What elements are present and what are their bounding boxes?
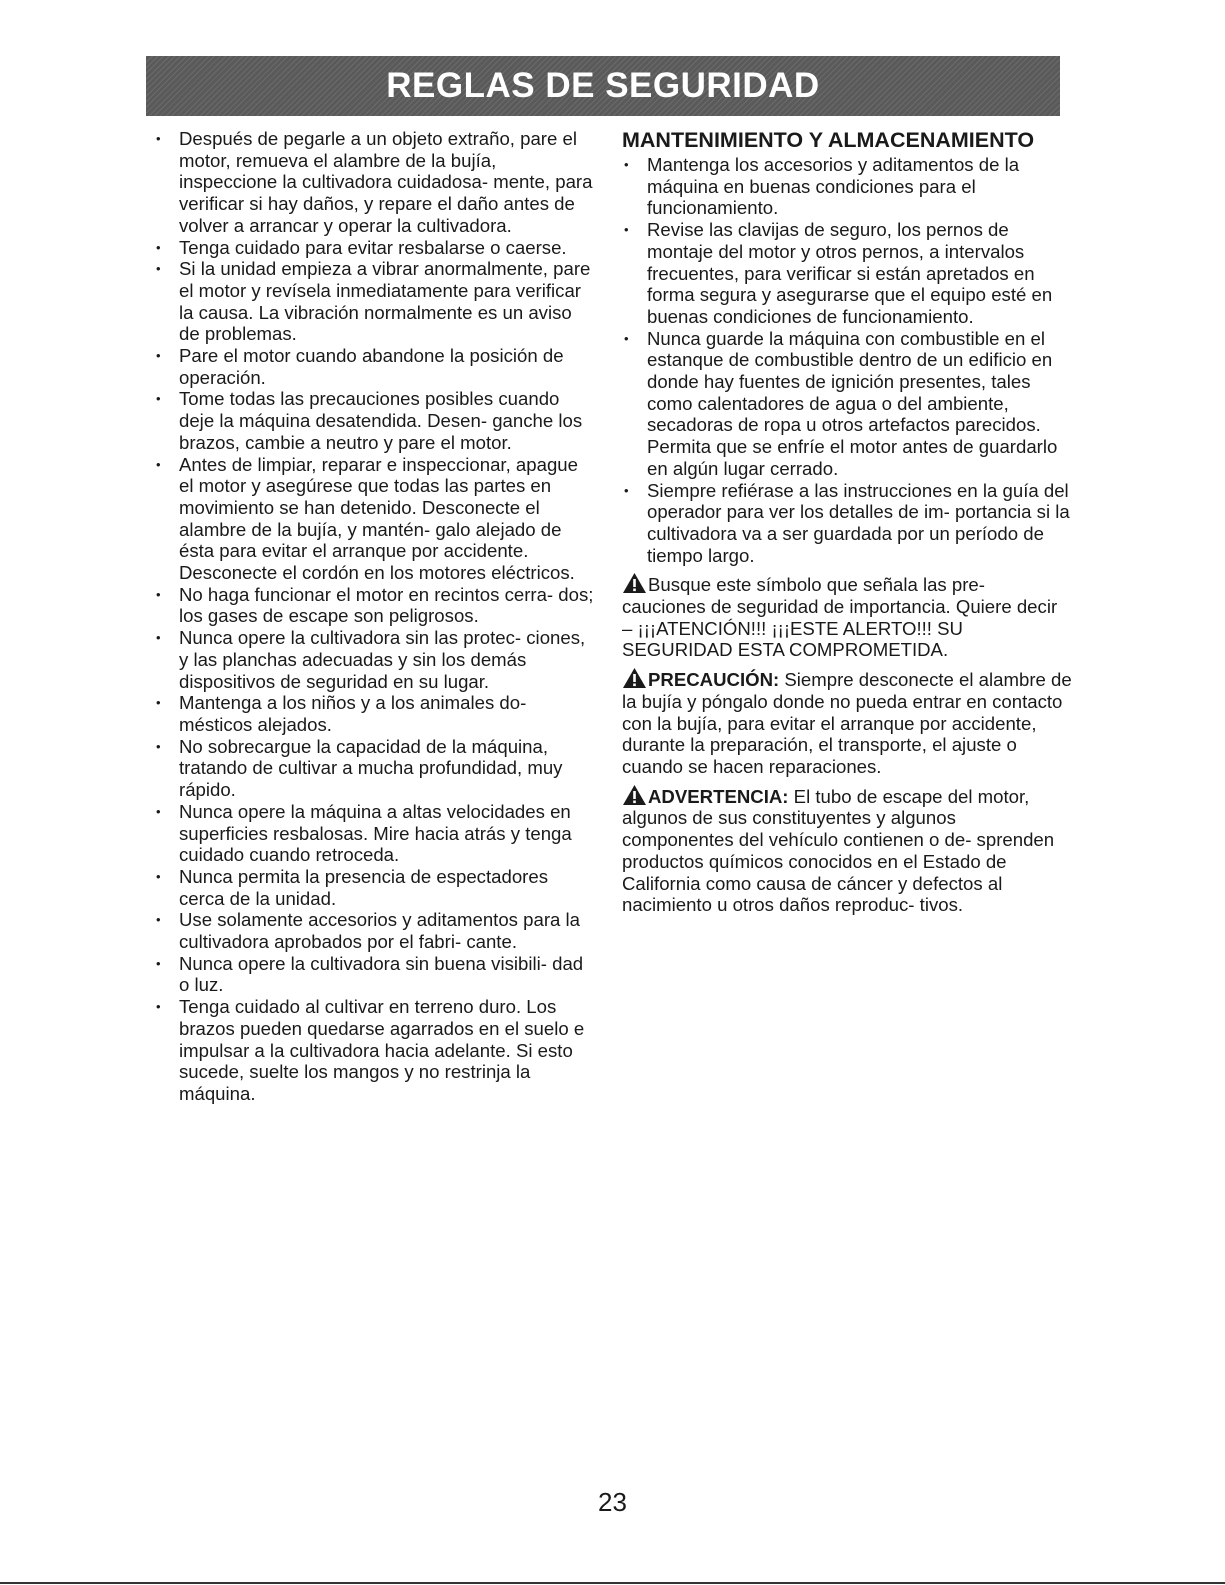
list-item: • Mantenga a los niños y a los animales do- mésticos alejados.: [154, 692, 594, 735]
list-item: • Tenga cuidado al cultivar en terreno duro. Los brazos pueden quedarse agarrados en el suelo e impulsar a la cultivadora hacia adelante. Si esto sucede, suelte los mangos y no restrinja la máquina.: [154, 996, 594, 1105]
left-column: [154, 128, 594, 1105]
maintenance-list: [622, 154, 1072, 566]
caution-text: Siempre desconecte el alambre de la bujía y póngalo donde no pueda entrar en contacto con la bujía, para evitar el arranque por accidente, durante la preparación, el transporte, el ajuste o cuando se hacen reparaciones.: [622, 669, 1072, 777]
list-item: • Nunca opere la máquina a altas velocidades en superficies resbalosas. Mire hacia atrás y tenga cuidado cuando retroceda.: [154, 801, 594, 866]
safety-rules-list: [154, 128, 594, 1105]
list-item: • Nunca guarde la máquina con combustible en el estanque de combustible dentro de un edificio en donde hay fuentes de ignición presentes, tales como calentadores de agua o del ambiente, secadoras de ropa u otros artefactos parecidos. Permita que se enfríe el motor antes de guardarlo en algún lugar cerrado.: [622, 328, 1072, 480]
list-item: • Nunca opere la cultivadora sin las protec- ciones, y las planchas adecuadas y sin los demás dispositivos de seguridad en su lugar.: [154, 627, 594, 692]
list-item: • Tenga cuidado para evitar resbalarse o caerse.: [154, 237, 594, 259]
list-item: • Pare el motor cuando abandone la posición de operación.: [154, 345, 594, 388]
warning-triangle-icon: [622, 784, 647, 806]
symbol-note: [622, 572, 1072, 661]
list-item: • Después de pegarle a un objeto extraño, pare el motor, remueva el alambre de la bujía, inspeccione la cultivadora cuidadosa- mente, para verificar si hay daños, y repare el daño antes de volver a arrancar y operar la cultivadora.: [154, 128, 594, 237]
right-column: [622, 128, 1072, 916]
page-number: 23: [598, 1487, 627, 1517]
warning-label: ADVERTENCIA:: [648, 785, 789, 807]
list-item: • Siempre refiérase a las instrucciones en la guía del operador para ver los detalles de im- portancia si la cultivadora va a ser guardada por un período de tiempo largo.: [622, 480, 1072, 567]
section-heading: MANTENIMIENTO Y ALMACENAMIENTO: [622, 128, 1035, 152]
warning-text: El tubo de escape del motor, algunos de sus constituyentes y algunos componentes del vehículo contienen o de- sprenden productos químicos conocidos en el Estado de California como causa de cáncer y defectos al nacimiento u otros daños reproduc- tivos.: [622, 785, 1055, 916]
header-banner: [146, 56, 1060, 116]
list-item: • Si la unidad empieza a vibrar anormalmente, pare el motor y revísela inmediatamente para verificar la causa. La vibración normalmente es un aviso de problemas.: [154, 258, 594, 345]
warning-triangle-icon: [622, 572, 647, 594]
list-item: • Antes de limpiar, reparar e inspeccionar, apague el motor y asegúrese que todas las partes en movimiento se han detenido. Desconecte el alambre de la bujía, y mantén- galo alejado de ésta para evitar el arranque por accidente. Desconecte el cordón en los motores eléctricos.: [154, 454, 594, 584]
list-item: • Tome todas las precauciones posibles cuando deje la máquina desatendida. Desen- ganche los brazos, cambie a neutro y pare el motor.: [154, 388, 594, 453]
list-item: • Nunca opere la cultivadora sin buena visibili- dad o luz.: [154, 953, 594, 996]
list-item: • No haga funcionar el motor en recintos cerra- dos; los gases de escape son peligrosos.: [154, 584, 594, 627]
list-item: • Nunca permita la presencia de espectadores cerca de la unidad.: [154, 866, 594, 909]
list-item: • Mantenga los accesorios y aditamentos de la máquina en buenas condiciones para el funcionamiento.: [622, 154, 1072, 219]
caution-label: PRECAUCIÓN:: [648, 669, 780, 691]
bottom-divider: [0, 1582, 1225, 1584]
page-title: REGLAS DE SEGURIDAD: [386, 66, 820, 105]
list-item: • Revise las clavijas de seguro, los pernos de montaje del motor y otros pernos, a intervalos frecuentes, para verificar si están apretados en forma segura y asegurarse que el equipo esté en buenas condiciones de funcionamiento.: [622, 219, 1072, 328]
warning-triangle-icon: [622, 667, 647, 689]
warning-note: [622, 784, 1072, 916]
list-item: • No sobrecargue la capacidad de la máquina, tratando de cultivar a mucha profundidad, muy rápido.: [154, 736, 594, 801]
caution-note: [622, 667, 1072, 778]
list-item: • Use solamente accesorios y aditamentos para la cultivadora aprobados por el fabri- cante.: [154, 909, 594, 952]
symbol-note-text: Busque este símbolo que señala las pre- cauciones de seguridad de importancia. Quiere decir – ¡¡¡ATENCIÓN!!! ¡¡¡ESTE ALERTO!!! SU SEGURIDAD ESTA COMPROMETIDA.: [622, 574, 1058, 661]
